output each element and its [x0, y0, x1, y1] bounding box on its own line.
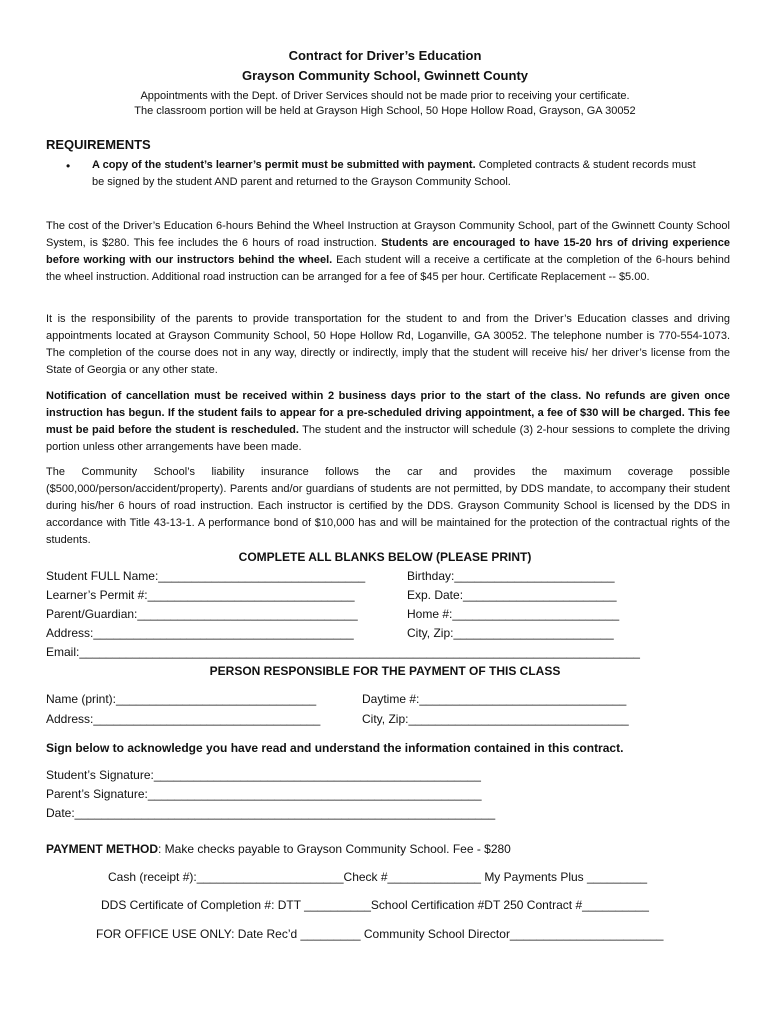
parent-field[interactable]: Parent/Guardian:_________________________________	[46, 607, 358, 621]
student-name-field[interactable]: Student FULL Name:_______________________________	[46, 569, 366, 583]
cost-paragraph	[46, 218, 730, 286]
bullet-icon: •	[66, 159, 71, 173]
payer-daytime-field[interactable]: Daytime #:_______________________________	[362, 692, 627, 706]
student-signature-field[interactable]: Student’s Signature:_________________________________________________	[46, 768, 481, 782]
office-use-line[interactable]: FOR OFFICE USE ONLY: Date Rec’d _________ Community School Director_______________________	[96, 927, 664, 941]
payment-line-certificate[interactable]: DDS Certificate of Completion #: DTT __________School Certification #DT 250 Contract #__________	[101, 898, 649, 912]
title-note1: Appointments with the Dept. of Driver Services should not be made prior to receiving your certificate.	[140, 90, 630, 102]
insurance-paragraph: The Community School’s liability insurance follows the car and provides the maximum coverage possible ($500,000/person/accident/property). Parents and/or guardians of students are not permitted, by DDS mandate, to accompany their student during his/her 6 hours of road instruction. Each instructor is certified by the DDS. Grayson Community School is licensed by the DDS in accordance with Title 43-13-1. A performance bond of $10,000 has and will be maintained for the protection of the contractual rights of the students.	[46, 466, 730, 546]
city-zip-field[interactable]: City, Zip:________________________	[407, 626, 614, 640]
requirements-heading: REQUIREMENTS	[46, 137, 151, 152]
birthday-field[interactable]: Birthday:________________________	[407, 569, 615, 583]
payment-method-text: : Make checks payable to Grayson Community School. Fee - $280	[158, 842, 511, 856]
requirement-rest1: Completed contracts & student records must	[475, 159, 696, 171]
exp-date-field[interactable]: Exp. Date:_______________________	[407, 588, 617, 602]
payment-line-cash[interactable]: Cash (receipt #):______________________Check #______________ My Payments Plus _________	[108, 870, 648, 884]
payment-method-label: PAYMENT METHOD	[46, 842, 159, 856]
cost-text-a: The cost of the Driver’s Education 6-hours Behind the Wheel Instruction at Grayson Community School, part of the Gwinnett County School System, is $280. This fee includes the 6 hours of road instruction.	[46, 220, 730, 249]
payer-address-field[interactable]: Address:__________________________________	[46, 712, 321, 726]
form-heading: COMPLETE ALL BLANKS BELOW (PLEASE PRINT)	[238, 550, 532, 564]
requirement-line1	[92, 159, 696, 171]
cost-text-bold: Students are encouraged to have 15-20 hrs of driving experience before working with our instructors behind the wheel.	[46, 237, 730, 266]
payer-city-zip-field[interactable]: City, Zip:_________________________________	[362, 712, 629, 726]
title-line1: Contract for Driver’s Education	[288, 48, 482, 63]
cancel-text: The student and the instructor will schedule (3) 2-hour sessions to complete the driving portion unless other arrangements have been made.	[46, 424, 730, 453]
home-phone-field[interactable]: Home #:_________________________	[407, 607, 620, 621]
transport-paragraph: It is the responsibility of the parents to provide transportation for the student to and from the Driver’s Education classes and driving appointments located at Grayson Community School, 50 Hope Hollow Rd, Loganville, GA 30052. The telephone number is 770-554-1073. The completion of the course does not in any way, directly or indirectly, imply that the student will receive his/ her driver’s license from the State of Georgia or any other state.	[46, 313, 730, 376]
cancellation-paragraph	[46, 388, 730, 456]
payer-name-field[interactable]: Name (print):______________________________	[46, 692, 317, 706]
requirement-line2: be signed by the student AND parent and returned to the Grayson Community School.	[92, 176, 511, 188]
permit-field[interactable]: Learner’s Permit #:_______________________________	[46, 588, 355, 602]
requirement-bold: A copy of the student’s learner’s permit must be submitted with payment.	[92, 159, 476, 171]
address-field[interactable]: Address:_______________________________________	[46, 626, 354, 640]
title-note2: The classroom portion will be held at Grayson High School, 50 Hope Hollow Road, Grayson, GA 30052	[134, 105, 636, 117]
payer-heading: PERSON RESPONSIBLE FOR THE PAYMENT OF THIS CLASS	[209, 664, 561, 678]
payment-method	[46, 842, 511, 856]
email-field[interactable]: Email:____________________________________________________________________________________	[46, 645, 640, 659]
cancel-text-bold: Notification of cancellation must be received within 2 business days prior to the start of the class. No refunds are given once instruction has begun. If the student fails to appear for a pre-scheduled driving appointment, a fee of $30 will be charged. This fee must be paid before the student is rescheduled.	[46, 390, 730, 436]
acknowledge-text: Sign below to acknowledge you have read and understand the information contained in this contract.	[46, 741, 624, 755]
parent-signature-field[interactable]: Parent’s Signature:__________________________________________________	[46, 787, 482, 801]
date-field[interactable]: Date:_______________________________________________________________	[46, 806, 496, 820]
cost-text-c: Each student will a receive a certificate at the completion of the 6-hours behind the wheel instruction. Additional road instruction can be arranged for a fee of $45 per hour. Certificate Replacement -- $5.00.	[46, 254, 730, 283]
title-line2: Grayson Community School, Gwinnett County	[241, 68, 528, 83]
